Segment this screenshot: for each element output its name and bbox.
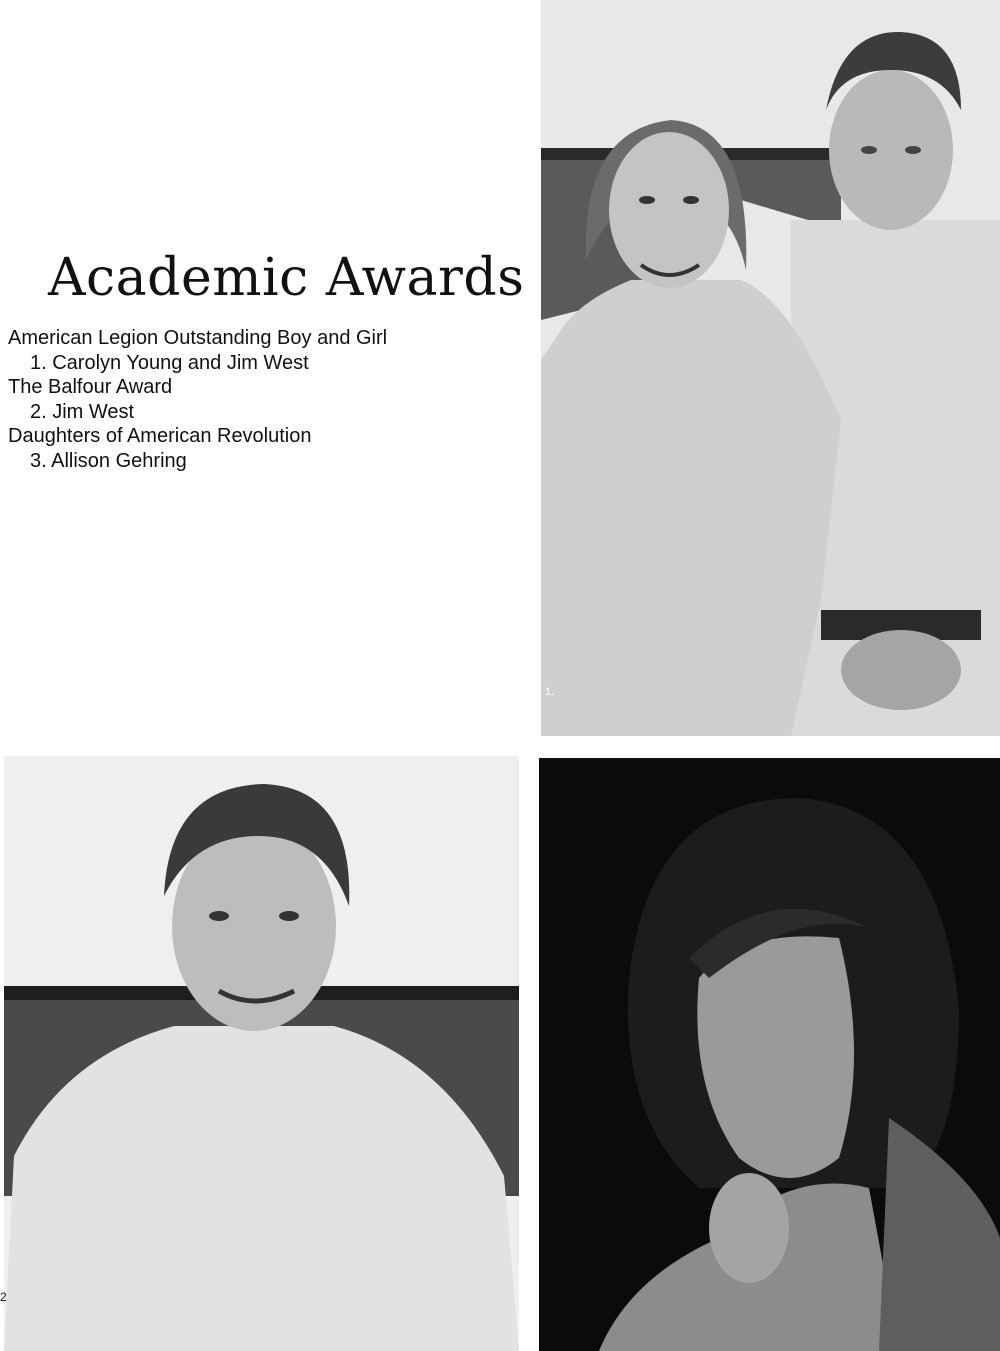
awards-list <box>8 326 528 473</box>
page-number: 2 <box>0 1290 7 1304</box>
award-winner: 3. Allison Gehring <box>30 449 187 472</box>
award-name: The Balfour Award <box>8 376 173 398</box>
page-title: Academic Awards <box>48 248 525 308</box>
photo-1-image <box>541 0 1000 736</box>
photo-jim-west <box>4 756 519 1351</box>
photo-3-image <box>539 758 1000 1351</box>
award-name: Daughters of American Revolution <box>8 425 312 447</box>
photo-label: 1. <box>545 686 555 698</box>
photo-2-image <box>4 756 519 1351</box>
award-name: American Legion Outstanding Boy and Girl <box>8 327 388 349</box>
award-winner: 2. Jim West <box>30 400 135 423</box>
photo-allison-gehring <box>539 758 1000 1351</box>
photo-carolyn-young-and-jim-west <box>541 0 1000 736</box>
award-winner: 1. Carolyn Young and Jim West <box>30 351 309 374</box>
